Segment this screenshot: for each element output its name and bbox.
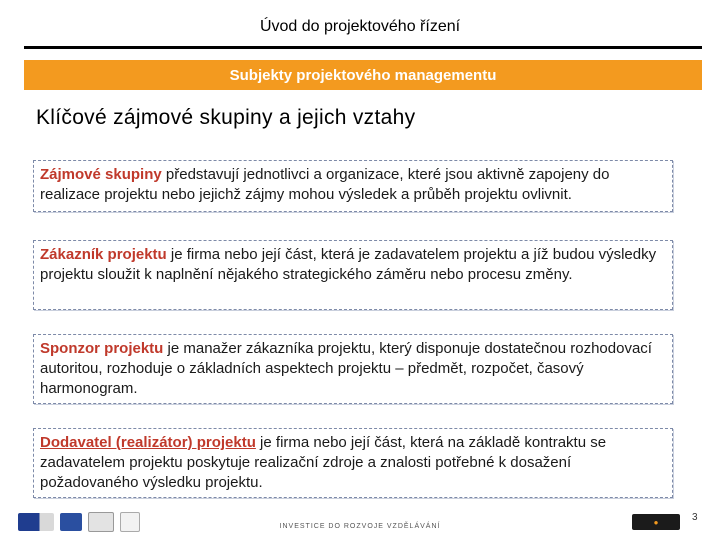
definition-term: Zájmové skupiny (40, 166, 162, 183)
definition-text: je manažer zákazníka projektu, který disponuje dostatečnou rozhodovací autoritou, rozhoduje o základních aspektech projektu – předmět, rozpočet, časový harmonogram. (40, 340, 652, 397)
footer-slogan: INVESTICE DO ROZVOJE VZDĚLÁVÁNÍ (279, 523, 441, 530)
definition-text: je firma nebo její část, která na základě kontraktu se zadavatelem projektu poskytuje realizační zdroje a znalosti potřebné k dosažení požadovaného výsledku projektu. (40, 434, 607, 491)
definition-term: Sponzor projektu (40, 340, 164, 357)
definition-box-stakeholders (33, 160, 673, 212)
definition-box-supplier (33, 428, 673, 498)
brand-logo-icon: ● (632, 514, 680, 530)
presentation-title: Úvod do projektového řízení (259, 18, 461, 35)
title-divider (24, 46, 702, 49)
definition-box-sponsor (33, 334, 673, 404)
definition-term: Zákazník projektu (40, 246, 167, 263)
section-banner (24, 60, 702, 90)
slide-heading: Klíčové zájmové skupiny a jejich vztahy (36, 106, 416, 129)
definition-term: Dodavatel (realizátor) projektu (40, 434, 256, 451)
definition-text: je firma nebo její část, která je zadavatelem projektu a jíž budou výsledky projektu sloužit k naplnění nějakého strategického záměru nebo procesu změny. (40, 246, 657, 283)
definition-text: představují jednotlivci a organizace, které jsou aktivně zapojeny do realizace projektu nebo jejichž zájmy mohou výsledek a průběh projektu ovlivnit. (40, 166, 610, 203)
section-banner-label: Subjekty projektového managementu (229, 66, 497, 84)
page-number: 3 (692, 512, 698, 523)
definition-box-customer (33, 240, 673, 310)
